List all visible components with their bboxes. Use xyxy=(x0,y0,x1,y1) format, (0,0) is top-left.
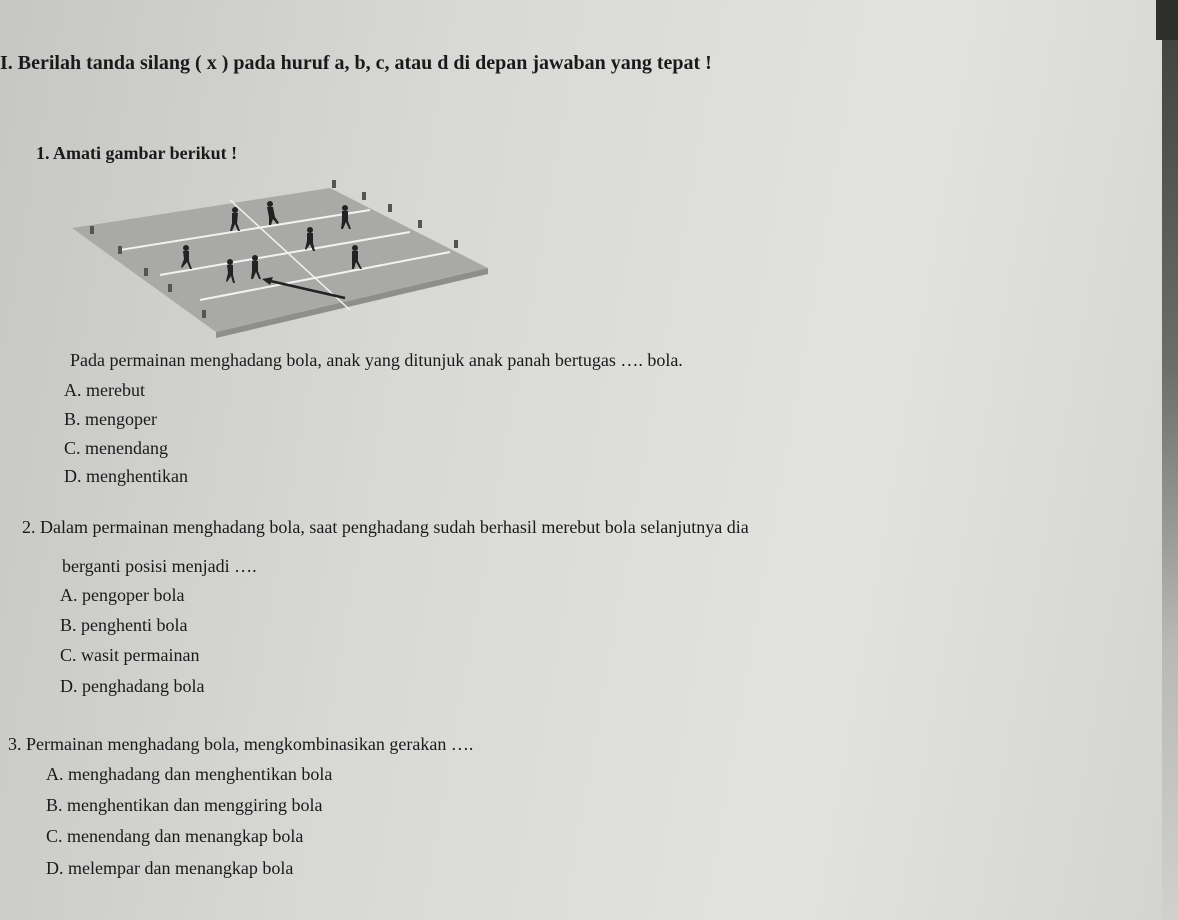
question-3-option-a[interactable]: A. menghadang dan menghentikan bola xyxy=(46,764,333,784)
question-2-stem-line1: 2. Dalam permainan menghadang bola, saat penghadang sudah berhasil merebut bola selanjutnya dia xyxy=(22,517,749,537)
page-corner-shadow xyxy=(1156,0,1178,40)
question-2-option-b[interactable]: B. penghenti bola xyxy=(60,615,188,635)
page-edge-shadow xyxy=(1162,0,1178,920)
question-3-option-c[interactable]: C. menendang dan menangkap bola xyxy=(46,826,304,846)
question-1-stem: Pada permainan menghadang bola, anak yang ditunjuk anak panah bertugas …. bola. xyxy=(70,350,683,370)
question-3-stem: 3. Permainan menghadang bola, mengkombinasikan gerakan …. xyxy=(8,734,474,754)
question-3-option-d[interactable]: D. melempar dan menangkap bola xyxy=(46,858,294,878)
question-1-option-a[interactable]: A. merebut xyxy=(64,380,145,400)
question-2-stem-line2: berganti posisi menjadi …. xyxy=(62,556,257,576)
question-1-option-d[interactable]: D. menghentikan xyxy=(64,466,188,486)
question-2-option-a[interactable]: A. pengoper bola xyxy=(60,585,185,605)
question-1-prompt: 1. Amati gambar berikut ! xyxy=(36,143,238,163)
court-floor xyxy=(72,188,488,332)
court-illustration-icon xyxy=(70,170,490,338)
section-heading: I. Berilah tanda silang ( x ) pada huruf a, b, c, atau d di depan jawaban yang tepat ! xyxy=(0,52,712,74)
question-3-option-b[interactable]: B. menghentikan dan menggiring bola xyxy=(46,795,323,815)
question-1-option-c[interactable]: C. menendang xyxy=(64,438,168,458)
question-2-option-c[interactable]: C. wasit permainan xyxy=(60,645,200,665)
question-2-option-d[interactable]: D. penghadang bola xyxy=(60,676,205,696)
question-1-option-b[interactable]: B. mengoper xyxy=(64,409,157,429)
